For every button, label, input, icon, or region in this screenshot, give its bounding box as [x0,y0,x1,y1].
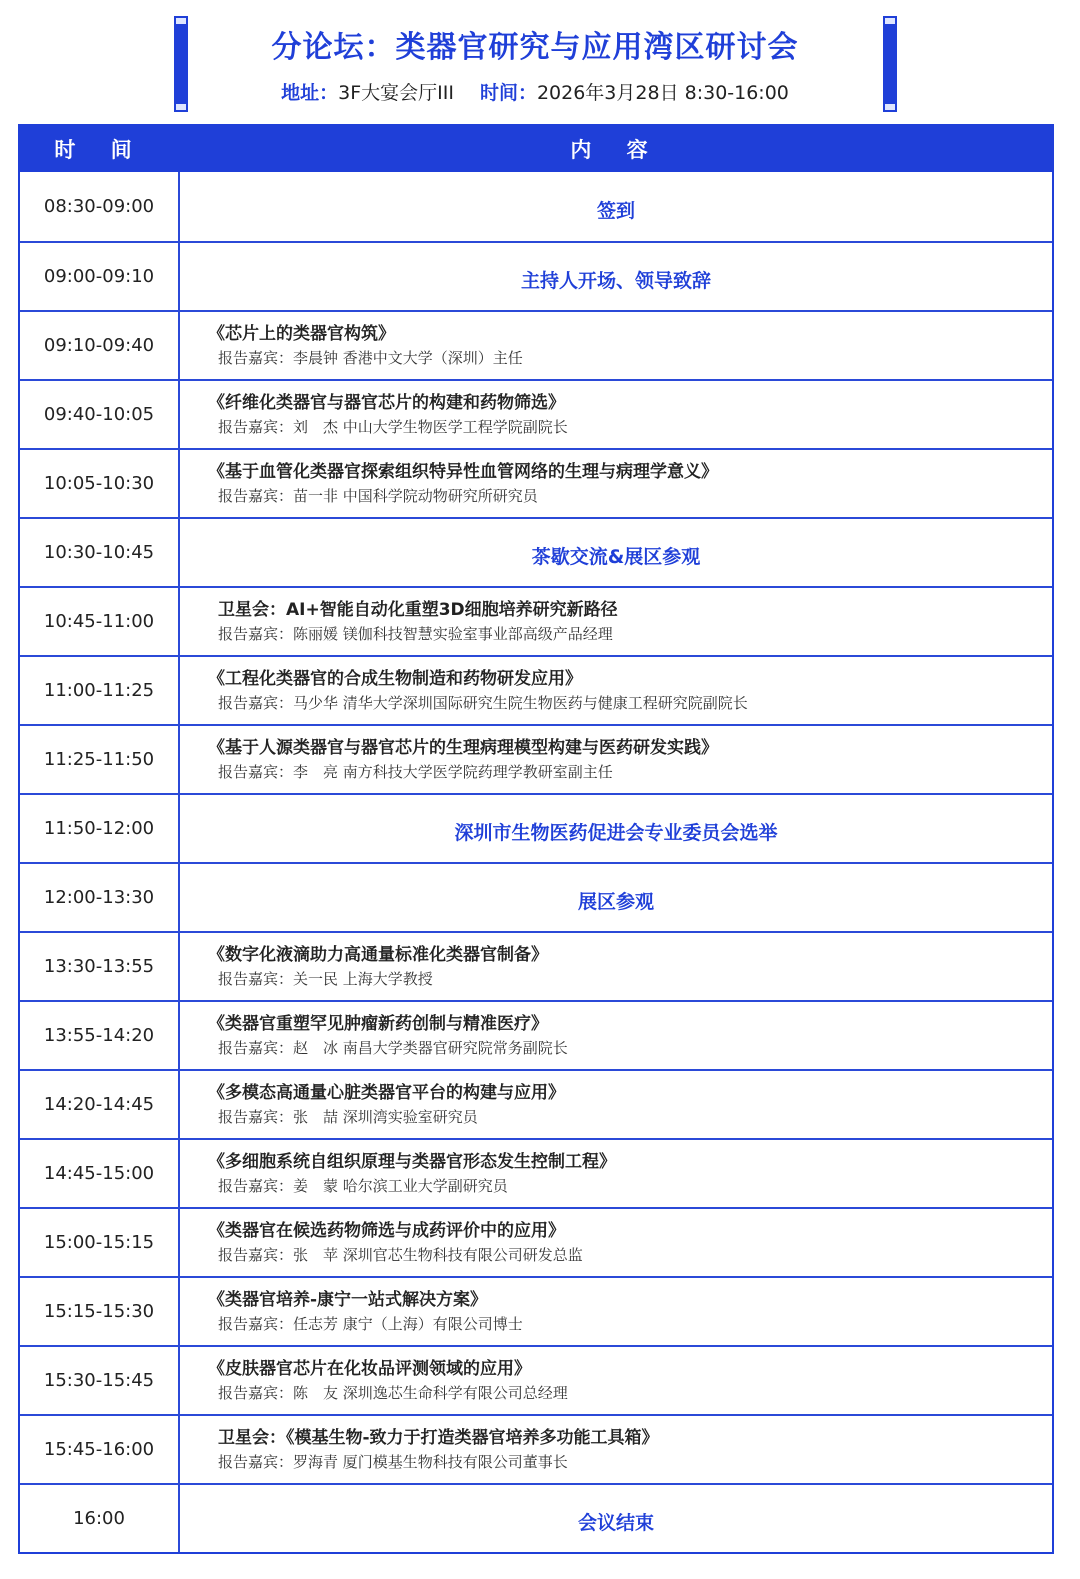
row-time: 15:45-16:00 [20,1416,180,1483]
row-event: 会议结束 [577,1512,654,1534]
table-row [20,310,1052,379]
talk-title: 《多模态高通量心脏类器官平台的构建与应用》 [208,1082,565,1103]
table-row [20,1138,1052,1207]
row-time: 11:00-11:25 [20,657,180,724]
row-content [180,864,1052,931]
row-content [180,450,1052,517]
talk-speaker: 报告嘉宾：陈丽媛 镁伽科技智慧实验室事业部高级产品经理 [218,624,613,643]
talk-title: 卫星会：AI+智能自动化重塑3D细胞培养研究新路径 [218,599,618,620]
row-content [180,172,1052,241]
right-accent-bar [885,18,895,110]
table-row [20,1276,1052,1345]
table-row [20,586,1052,655]
row-time: 15:30-15:45 [20,1347,180,1414]
table-row [20,862,1052,931]
row-time: 14:20-14:45 [20,1071,180,1138]
header-content: 内 容 [570,138,662,162]
table-row [20,1000,1052,1069]
talk-title: 《类器官在候选药物筛选与成药评价中的应用》 [208,1220,565,1241]
row-time: 09:10-09:40 [20,312,180,379]
row-content [180,933,1052,1000]
row-time: 11:25-11:50 [20,726,180,793]
header-time: 时 间 [54,138,146,162]
row-content [180,657,1052,724]
talk-title: 《工程化类器官的合成生物制造和药物研发应用》 [208,668,582,689]
talk-speaker: 报告嘉宾：张 喆 深圳湾实验室研究员 [218,1107,478,1126]
talk-title: 《类器官培养-康宁一站式解决方案》 [208,1289,488,1310]
table-row [20,1345,1052,1414]
row-content [180,1278,1052,1345]
row-content [180,1071,1052,1138]
row-time: 09:00-09:10 [20,243,180,310]
row-content [180,1485,1052,1552]
row-event: 主持人开场、领导致辞 [520,270,711,292]
talk-speaker: 报告嘉宾：苗一非 中国科学院动物研究所研究员 [218,486,538,505]
row-event: 展区参观 [577,891,654,913]
row-time: 11:50-12:00 [20,795,180,862]
row-time: 10:45-11:00 [20,588,180,655]
table-row [20,1414,1052,1483]
talk-title: 《基于人源类器官与器官芯片的生理病理模型构建与医药研发实践》 [208,737,718,758]
table-row [20,931,1052,1000]
address-label: 地址： [281,82,339,104]
row-event: 签到 [596,200,635,222]
address-value: 3F大宴会厅III [338,82,454,104]
row-content [180,1347,1052,1414]
talk-speaker: 报告嘉宾：张 苹 深圳官芯生物科技有限公司研发总监 [218,1245,583,1264]
row-time: 16:00 [20,1485,180,1552]
row-content [180,312,1052,379]
talk-speaker: 报告嘉宾：李晨钟 香港中文大学（深圳）主任 [218,348,523,367]
row-content [180,381,1052,448]
page-title: 分论坛：类器官研究与应用湾区研讨会 [271,30,799,65]
row-content [180,1209,1052,1276]
talk-speaker: 报告嘉宾：任志芳 康宁（上海）有限公司博士 [218,1314,523,1333]
table-row [20,517,1052,586]
row-content [180,726,1052,793]
talk-speaker: 报告嘉宾：陈 友 深圳逸芯生命科学有限公司总经理 [218,1383,568,1402]
left-accent-bar [176,18,186,110]
talk-speaker: 报告嘉宾：罗海青 厦门模基生物科技有限公司董事长 [218,1452,568,1471]
table-header [20,126,1052,172]
table-row [20,724,1052,793]
row-time: 15:00-15:15 [20,1209,180,1276]
schedule-table [18,124,1054,1554]
table-row [20,1207,1052,1276]
talk-title: 《多细胞系统自组织原理与类器官形态发生控制工程》 [208,1151,616,1172]
row-content [180,1140,1052,1207]
talk-speaker: 报告嘉宾：关一民 上海大学教授 [218,969,433,988]
talk-title: 《基于血管化类器官探索组织特异性血管网络的生理与病理学意义》 [208,461,718,482]
row-content [180,1416,1052,1483]
row-time: 12:00-13:30 [20,864,180,931]
talk-speaker: 报告嘉宾：李 亮 南方科技大学医学院药理学教研室副主任 [218,762,613,781]
table-row [20,379,1052,448]
table-row [20,793,1052,862]
talk-title: 《数字化液滴助力高通量标准化类器官制备》 [208,944,548,965]
row-content [180,519,1052,586]
row-content [180,243,1052,310]
talk-speaker: 报告嘉宾：马少华 清华大学深圳国际研究生院生物医药与健康工程研究院副院长 [218,693,748,712]
time-value: 2026年3月28日 8:30-16:00 [536,82,789,104]
row-content [180,1002,1052,1069]
venue-info [190,78,880,105]
row-time: 09:40-10:05 [20,381,180,448]
talk-title: 卫星会：《模基生物-致力于打造类器官培养多功能工具箱》 [218,1427,659,1448]
row-time: 10:30-10:45 [20,519,180,586]
talk-title: 《芯片上的类器官构筑》 [208,323,395,344]
table-row [20,1069,1052,1138]
talk-title: 《类器官重塑罕见肿瘤新药创制与精准医疗》 [208,1013,548,1034]
row-content [180,588,1052,655]
table-row [20,241,1052,310]
talk-speaker: 报告嘉宾：姜 蒙 哈尔滨工业大学副研究员 [218,1176,508,1195]
time-label: 时间： [479,82,537,104]
talk-title: 《纤维化类器官与器官芯片的构建和药物筛选》 [208,392,565,413]
table-row [20,448,1052,517]
row-time: 10:05-10:30 [20,450,180,517]
table-body [20,172,1052,1552]
table-row [20,655,1052,724]
row-time: 15:15-15:30 [20,1278,180,1345]
talk-speaker: 报告嘉宾：刘 杰 中山大学生物医学工程学院副院长 [218,417,568,436]
row-content [180,795,1052,862]
row-time: 14:45-15:00 [20,1140,180,1207]
row-time: 08:30-09:00 [20,172,180,241]
row-time: 13:55-14:20 [20,1002,180,1069]
talk-title: 《皮肤器官芯片在化妆品评测领域的应用》 [208,1358,531,1379]
row-event: 深圳市生物医药促进会专业委员会选举 [454,822,778,844]
row-event: 茶歇交流&展区参观 [531,546,701,568]
table-row [20,172,1052,241]
table-row [20,1483,1052,1552]
row-time: 13:30-13:55 [20,933,180,1000]
talk-speaker: 报告嘉宾：赵 冰 南昌大学类器官研究院常务副院长 [218,1038,568,1057]
